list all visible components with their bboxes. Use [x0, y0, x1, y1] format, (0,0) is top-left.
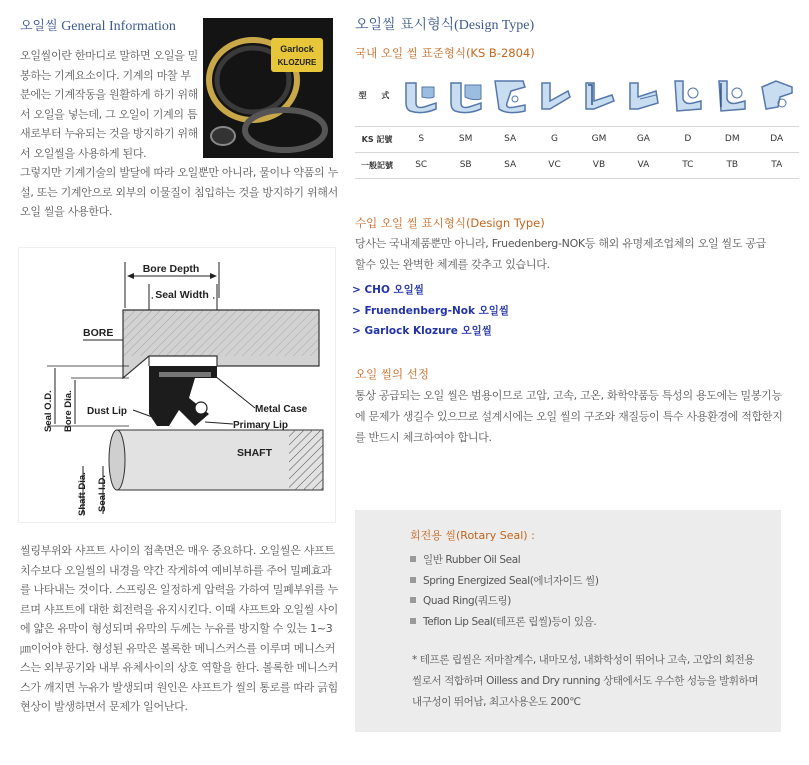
shape-gm — [577, 66, 621, 126]
general-code: SB — [443, 152, 487, 178]
selection-heading: 오일 씰의 선정 — [355, 367, 429, 381]
manufacturer-links — [352, 280, 509, 342]
seal-id-label: Seal I.D. — [97, 475, 108, 512]
import-design-heading: 수입 오일 씰 표시형식(Design Type) — [355, 216, 545, 230]
shape-row-header: 型 式 — [355, 66, 399, 126]
ks-code: DM — [710, 126, 754, 152]
import-paragraph: 당사는 국내제품뿐만 아니라, Fruedenberg-NOK등 해외 유명제조업체의 오일 씰도 공급할수 있는 완벽한 체계를 갖추고 있습니다. — [355, 237, 767, 271]
seal-cross-section-diagram — [18, 247, 336, 523]
shape-g — [532, 66, 576, 126]
rotary-seal-box — [355, 510, 781, 732]
metal-case-label: Metal Case — [255, 404, 308, 415]
selection-paragraph: 통상 공급되는 오일 씰은 범용이므로 고압, 고속, 고온, 화학약품등 특성의 용도에는 밀봉기능에 문제가 생길수 있으므로 설계시에는 오일 씰의 구조와 재질등이 특수 사용환경에 적합한지를 반드시 체크하여야 합니다. — [355, 389, 783, 444]
teflon-note: * 테프론 립씰은 저마찰계수, 내마모성, 내화학성이 뛰어나 고속, 고압의 회전용씰로서 적합하며 Oilless and Dry running 상태에서도 우수한 성능을 발휘하며 내구성이 뛰어남, 최고사용온도 200℃ — [412, 654, 759, 708]
bore-depth-label: Bore Depth — [142, 263, 200, 275]
rotary-seal-title: 회전용 씰(Rotary Seal) : — [410, 529, 535, 542]
intro-paragraph-2: 그렇지만 기계기술의 발달에 따라 오일뿐만 아니라, 물이나 약품의 누설, 또는 기계안으로 외부의 이물질이 침입하는 것을 방지하기 위해서 오일 씰을 사용한다. — [20, 166, 338, 218]
general-code: TC — [666, 152, 710, 178]
shape-s — [399, 66, 443, 126]
general-code: SA — [488, 152, 532, 178]
ks-code: G — [532, 126, 576, 152]
shape-sm — [443, 66, 487, 126]
ks-row-header: KS 記號 — [355, 126, 399, 152]
general-code-row — [355, 152, 799, 178]
ks-standard-heading: 국내 오일 씰 표준형식(KS B-2804) — [355, 46, 535, 60]
ks-code: SA — [488, 126, 532, 152]
seal-type-table — [355, 66, 799, 179]
general-info-title — [20, 15, 176, 35]
seal-width-label: Seal Width — [155, 289, 209, 301]
shape-sa — [488, 66, 532, 126]
dust-lip-label: Dust Lip — [87, 406, 127, 417]
link-garlock-klozure-oil-seal[interactable]: > Garlock Klozure 오일씰 — [352, 325, 492, 337]
ks-code: GA — [621, 126, 665, 152]
list-item — [410, 612, 599, 633]
general-code: VB — [577, 152, 621, 178]
list-item-text: Spring Energized Seal(에너자이드 씰) — [423, 574, 599, 587]
general-code: TB — [710, 152, 754, 178]
rotary-seal-list — [410, 550, 599, 632]
photo-product-text: KLOZURE — [277, 58, 317, 67]
shape-ga — [621, 66, 665, 126]
shape-row — [355, 66, 799, 126]
link-freudenberg-nok-oil-seal[interactable]: > Fruendenberg-Nok 오일씰 — [352, 304, 510, 317]
ks-code: GM — [577, 126, 621, 152]
photo-brand-text: Garlock — [280, 44, 314, 54]
title-english: General Information — [61, 19, 176, 34]
list-item — [410, 591, 599, 612]
bore-label: BORE — [83, 327, 114, 339]
ks-code: DA — [755, 126, 800, 152]
link-cho-oil-seal[interactable]: > CHO 오일씰 — [352, 284, 424, 296]
title-korean: 오일씰 — [20, 19, 58, 34]
bullet-square-icon — [410, 577, 416, 583]
shaft-label: SHAFT — [237, 447, 272, 459]
list-item-text: Teflon Lip Seal(테프론 립씰)등이 있음. — [423, 615, 597, 628]
bullet-square-icon — [410, 597, 416, 603]
oil-seal-photo — [203, 18, 333, 158]
ks-code-row — [355, 126, 799, 152]
bullet-square-icon — [410, 556, 416, 562]
intro-paragraph: 오일씰이란 한마디로 말하면 오일을 밀봉하는 기계요소이다. 기계의 마찰 부분에는 기계작동을 원활하게 하기 위해서 오일을 넣는데, 그 오일이 기계의 틈새로부터 누유되는 것을 방지하기 위해서 오일씰을 사용하게 된다. — [20, 49, 199, 160]
shape-d — [666, 66, 710, 126]
shaft-dia-label: Shaft Dia. — [77, 472, 88, 516]
list-item-text: Quad Ring(쿼드링) — [423, 595, 511, 607]
general-code: TA — [755, 152, 800, 178]
contact-surface-paragraph: 씰링부위와 샤프트 사이의 접촉면은 매우 중요하다. 오일씰은 샤프트 치수보다 오일씰의 내경을 약간 작게하여 예비부하를 주어 밀폐효과를 나타내는 것이다. 스프링은 일정하게 압력을 가하여 밀폐부위를 누르며 샤프트에 대한 회전력을 유지시킨다. 이때 샤프트와 오일씰 사이에 얇은 유막이 형성되며 유막의 두께는 누유를 방지할 수 있는 1~3 ㎛이어야 한다. 형성된 유막은 볼록한 메니스커스를 이루며 메니스커스는 외부공기와 내부 유체사이의 상호 역할을 한다. 볼록한 메니스커스가 깨지면 누유가 발생되며 원인은 샤프트가 씰의 통로를 따라 긁힘현상이 발생하면서 문제가 일어난다. — [20, 544, 338, 713]
general-code: SC — [399, 152, 443, 178]
shape-da — [755, 66, 800, 126]
ks-code: S — [399, 126, 443, 152]
title-english: (Design Type) — [454, 18, 535, 33]
seal-od-label: Seal O.D. — [43, 390, 54, 432]
list-item — [410, 550, 599, 571]
bullet-square-icon — [410, 618, 416, 624]
general-row-header: 一般記號 — [355, 152, 399, 178]
design-type-title — [355, 14, 534, 34]
title-korean: 오일씰 표시형식 — [355, 17, 455, 33]
shape-dm — [710, 66, 754, 126]
general-code: VA — [621, 152, 665, 178]
ks-code: SM — [443, 126, 487, 152]
ks-code: D — [666, 126, 710, 152]
list-item — [410, 571, 599, 592]
list-item-text: 일반 Rubber Oil Seal — [423, 554, 521, 566]
bore-dia-label: Bore Dia. — [63, 390, 74, 432]
general-code: VC — [532, 152, 576, 178]
primary-lip-label: Primary Lip — [233, 420, 289, 431]
